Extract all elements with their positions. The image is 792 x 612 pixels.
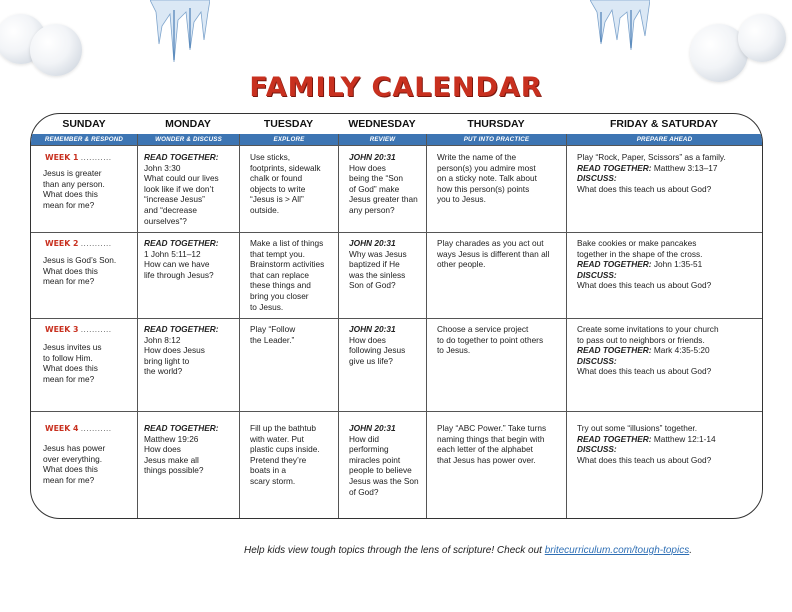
- week-label: [45, 238, 112, 248]
- discuss-heading: DISCUSS:: [577, 173, 617, 184]
- row-divider: [31, 318, 762, 319]
- text-line: life through Jesus?: [144, 269, 214, 280]
- tuesday-cell: [250, 324, 338, 345]
- day-header-sunday: SUNDAY: [62, 118, 106, 130]
- text-line: Jesus is God’s Son.: [43, 255, 117, 265]
- text-line: Use sticks,: [250, 152, 291, 162]
- read-together-heading: READ TOGETHER:: [577, 433, 652, 444]
- snowball-decoration: [30, 24, 82, 76]
- text-line: Jesus is greater: [43, 168, 102, 178]
- text-line: Jesus has power: [43, 443, 106, 453]
- day-header-monday: MONDAY: [165, 118, 211, 130]
- week-label: [45, 152, 112, 162]
- column-divider: [137, 134, 138, 518]
- text-line: “Jesus is > All”: [250, 194, 304, 205]
- text-line: Make a list of things: [250, 238, 324, 248]
- read-together-heading: READ TOGETHER:: [144, 152, 219, 162]
- text-line: Play “Rock, Paper, Scissors” as a family.: [577, 152, 726, 162]
- text-line: Bake cookies or make pancakes: [577, 238, 697, 248]
- text-line: What does this: [43, 363, 98, 374]
- text-line: mean for me?: [43, 276, 95, 287]
- tuesday-cell: [250, 423, 338, 487]
- subheader-prepare-ahead: PREPARE AHEAD: [567, 134, 762, 145]
- text-line: Matthew 19:26: [144, 433, 199, 444]
- wednesday-cell: [349, 423, 429, 497]
- text-line: plastic cups inside.: [250, 444, 320, 455]
- day-header-wednesday: WEDNESDAY: [348, 118, 416, 130]
- text-line: baptized if He: [349, 259, 400, 270]
- text-line: What does this teach us about God?: [577, 454, 712, 465]
- icicles-right-decoration: [590, 0, 650, 60]
- subheader-remember-respond: REMEMBER & RESPOND: [31, 134, 137, 145]
- text-line: Play charades as you act out: [437, 238, 544, 248]
- text-line: these things and: [250, 280, 311, 291]
- text-line: to follow Him.: [43, 352, 93, 363]
- day-header-thursday: THURSDAY: [467, 118, 525, 130]
- text-line: Jesus was the Son: [349, 475, 419, 486]
- week-number: WEEK 2: [45, 239, 79, 248]
- text-line: John 8:12: [144, 334, 181, 345]
- text-line: 1 John 5:11–12: [144, 248, 201, 259]
- text-line: Play “ABC Power.” Take turns: [437, 423, 547, 433]
- monday-cell: [144, 238, 236, 280]
- text-line: following Jesus: [349, 345, 406, 356]
- scripture-heading: JOHN 20:31: [349, 423, 396, 433]
- text-line: Fill up the bathtub: [250, 423, 316, 433]
- text-line: to Jesus.: [437, 345, 471, 356]
- monday-cell: [144, 324, 236, 377]
- text-line: outside.: [250, 204, 280, 215]
- text-line: Try out some “illusions” together.: [577, 423, 698, 433]
- column-divider: [566, 134, 567, 518]
- text-line: mean for me?: [43, 474, 95, 485]
- text-line: other people.: [437, 259, 486, 270]
- text-line: each letter of the alphabet: [437, 444, 533, 455]
- footer-text: Help kids view tough topics through the lens of scripture! Check out: [244, 545, 542, 556]
- discuss-heading: DISCUSS:: [577, 269, 617, 280]
- text-line: Choose a service project: [437, 324, 529, 334]
- subheader-review: REVIEW: [339, 134, 426, 145]
- tuesday-cell: [250, 152, 338, 216]
- text-line: Play “Follow: [250, 324, 296, 334]
- week-dots: ...........: [80, 152, 112, 162]
- friday-saturday-cell: [577, 152, 757, 194]
- scripture-ref: John 1:35-51: [653, 259, 703, 270]
- text-line: Jesus greater than: [349, 194, 418, 205]
- thursday-cell: [437, 324, 565, 356]
- text-line: that tempt you.: [250, 248, 305, 259]
- text-line: Write the name of the: [437, 152, 517, 162]
- friday-saturday-cell: [577, 423, 757, 465]
- scripture-ref: Matthew 12:1-14: [653, 433, 716, 444]
- read-together-heading: READ TOGETHER:: [144, 324, 219, 334]
- text-line: How did: [349, 433, 379, 444]
- scripture-ref: Matthew 3:13–17: [653, 162, 718, 173]
- friday-saturday-cell: [577, 238, 757, 291]
- row-divider: [31, 411, 762, 412]
- scripture-heading: JOHN 20:31: [349, 324, 396, 334]
- text-line: to do together to point others: [437, 334, 544, 345]
- sunday-cell: [43, 255, 135, 287]
- friday-saturday-cell: [577, 324, 759, 377]
- footer-note: [244, 545, 692, 556]
- text-line: Son of God?: [349, 280, 396, 291]
- thursday-cell: [437, 152, 565, 205]
- text-line: performing: [349, 444, 389, 455]
- text-line: naming things that begin with: [437, 433, 545, 444]
- text-line: mean for me?: [43, 373, 95, 384]
- day-header-friday-saturday: FRIDAY & SATURDAY: [610, 118, 718, 130]
- discuss-heading: DISCUSS:: [577, 355, 617, 366]
- subheader-wonder-discuss: WONDER & DISCUSS: [138, 134, 239, 145]
- text-line: Jesus invites us: [43, 342, 102, 352]
- sunday-cell: [43, 443, 133, 485]
- text-line: Create some invitations to your church: [577, 324, 719, 334]
- text-line: What does this teach us about God?: [577, 280, 712, 291]
- week-label: [45, 423, 112, 433]
- text-line: How does: [349, 162, 386, 173]
- read-together-heading: READ TOGETHER:: [577, 345, 652, 356]
- subheader-put-into-practice: PUT INTO PRACTICE: [427, 134, 566, 145]
- text-line: than any person.: [43, 178, 105, 189]
- tuesday-cell: [250, 238, 338, 312]
- text-line: boats in a: [250, 465, 286, 476]
- week-dots: ...........: [80, 423, 112, 433]
- text-line: bring you closer: [250, 290, 309, 301]
- monday-cell: [144, 152, 236, 226]
- wednesday-cell: [349, 324, 429, 366]
- week-dots: ...........: [80, 324, 112, 334]
- column-divider: [338, 134, 339, 518]
- text-line: Pretend they’re: [250, 454, 307, 465]
- text-line: people to believe: [349, 465, 412, 476]
- read-together-heading: READ TOGETHER:: [144, 423, 219, 433]
- text-line: How does: [349, 334, 386, 345]
- text-line: ways Jesus is different than all: [437, 248, 550, 259]
- read-together-heading: READ TOGETHER:: [577, 162, 652, 173]
- text-line: look like if we don’t: [144, 183, 214, 194]
- text-line: of God” make: [349, 183, 400, 194]
- text-line: how this person(s) points: [437, 183, 530, 194]
- week-number: WEEK 1: [45, 153, 79, 162]
- read-together-heading: READ TOGETHER:: [144, 238, 219, 248]
- wednesday-cell: [349, 152, 429, 216]
- text-line: scary storm.: [250, 475, 296, 486]
- text-line: being the “Son: [349, 173, 403, 184]
- text-line: that can replace: [250, 269, 310, 280]
- text-line: How does Jesus: [144, 345, 205, 356]
- text-line: What does this teach us about God?: [577, 366, 712, 377]
- tough-topics-link[interactable]: britecurriculum.com/tough-topics: [544, 545, 690, 556]
- text-line: to Jesus.: [250, 301, 284, 312]
- text-line: any person?: [349, 204, 395, 215]
- week-number: WEEK 4: [45, 424, 79, 433]
- text-line: person(s) you admire most: [437, 162, 536, 173]
- thursday-cell: [437, 423, 565, 465]
- text-line: on a sticky note. Talk about: [437, 173, 537, 184]
- text-line: footprints, sidewalk: [250, 162, 321, 173]
- text-line: chalk or found: [250, 173, 303, 184]
- text-line: things possible?: [144, 465, 204, 476]
- text-line: ourselves”?: [144, 215, 187, 226]
- text-line: that Jesus has power over.: [437, 454, 536, 465]
- row-divider: [31, 232, 762, 233]
- text-line: mean for me?: [43, 199, 95, 210]
- text-line: give us life?: [349, 355, 393, 366]
- monday-cell: [144, 423, 236, 476]
- footer-end: .: [689, 545, 692, 556]
- text-line: to pass out to neighbors or friends.: [577, 334, 705, 345]
- calendar-table: [30, 113, 763, 519]
- text-line: “increase Jesus”: [144, 194, 205, 205]
- text-line: over everything.: [43, 453, 103, 464]
- text-line: Jesus make all: [144, 454, 199, 465]
- text-line: What does this: [43, 464, 98, 475]
- text-line: was the sinless: [349, 269, 406, 280]
- text-line: How does: [144, 444, 181, 455]
- text-line: you to Jesus.: [437, 194, 486, 205]
- scripture-heading: JOHN 20:31: [349, 152, 396, 162]
- text-line: with water. Put: [250, 433, 304, 444]
- text-line: the world?: [144, 366, 183, 377]
- text-line: and “decrease: [144, 204, 198, 215]
- sunday-cell: [43, 168, 133, 210]
- text-line: together in the shape of the cross.: [577, 248, 703, 259]
- column-divider: [239, 134, 240, 518]
- text-line: What could our lives: [144, 173, 219, 184]
- snowball-decoration: [738, 14, 786, 62]
- read-together-heading: READ TOGETHER:: [577, 259, 652, 270]
- text-line: What does this: [43, 189, 98, 200]
- week-label: [45, 324, 112, 334]
- text-line: How can we have: [144, 259, 210, 270]
- text-line: the Leader.”: [250, 334, 295, 345]
- text-line: John 3:30: [144, 162, 181, 173]
- text-line: miracles point: [349, 454, 401, 465]
- text-line: What does this teach us about God?: [577, 183, 712, 194]
- scripture-ref: Mark 4:35-5:20: [653, 345, 710, 356]
- subheader-explore: EXPLORE: [240, 134, 338, 145]
- row-divider: [31, 145, 762, 146]
- text-line: of God?: [349, 486, 379, 497]
- icicles-left-decoration: [150, 0, 210, 70]
- week-number: WEEK 3: [45, 325, 79, 334]
- week-dots: ...........: [80, 238, 112, 248]
- text-line: bring light to: [144, 355, 190, 366]
- text-line: What does this: [43, 265, 98, 276]
- page-title: FAMILY CALENDAR: [249, 72, 543, 103]
- day-header-tuesday: TUESDAY: [263, 118, 314, 130]
- text-line: Brainstorm activities: [250, 259, 325, 270]
- text-line: objects to write: [250, 183, 306, 194]
- text-line: Why was Jesus: [349, 248, 407, 259]
- discuss-heading: DISCUSS:: [577, 444, 617, 455]
- thursday-cell: [437, 238, 565, 270]
- wednesday-cell: [349, 238, 429, 291]
- sunday-cell: [43, 342, 133, 384]
- scripture-heading: JOHN 20:31: [349, 238, 396, 248]
